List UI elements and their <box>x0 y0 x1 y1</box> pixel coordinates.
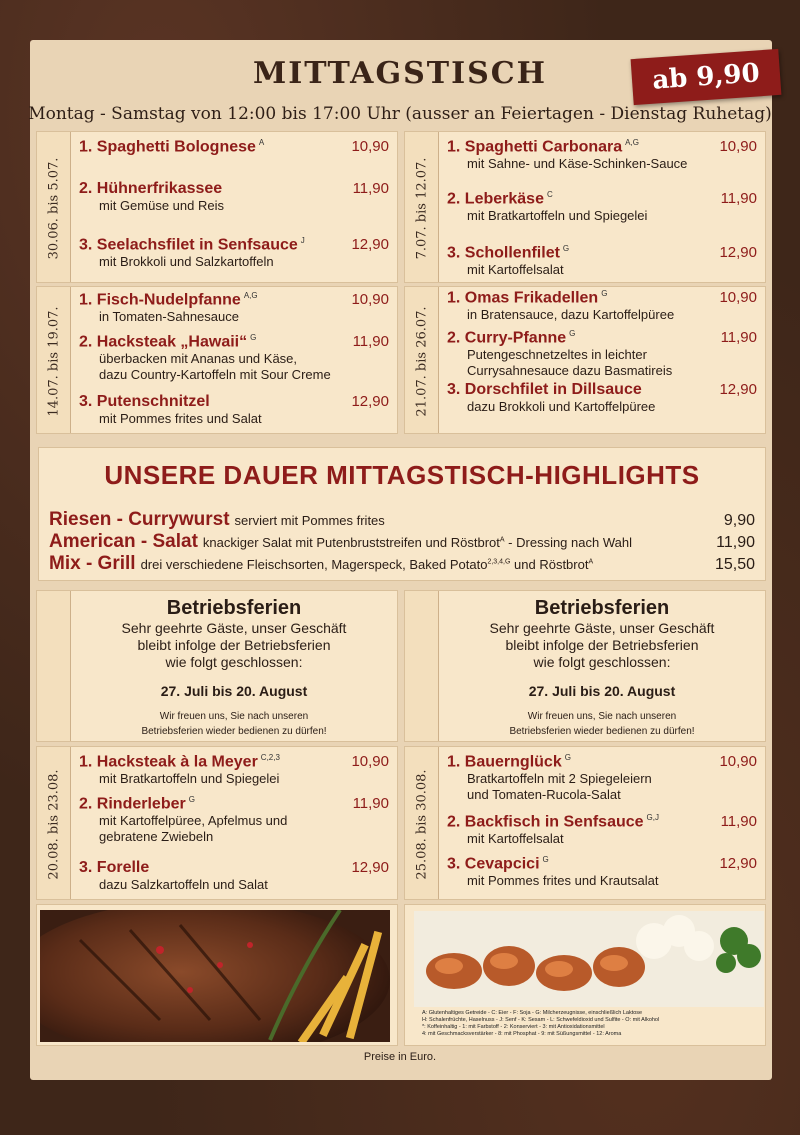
holiday-note: Wir freuen uns, Sie nach unseren Betriebsferien wieder bedienen zu dürfen! <box>141 711 327 737</box>
holiday-text: bleibt infolge der Betriebsferien <box>505 637 699 653</box>
dish-price: 10,90 <box>351 753 389 771</box>
holiday-title: Betriebsferien <box>534 597 670 619</box>
dish-item: 2. Leberkäse $^C$ 11,90 mit Bratkartoffeln und Spiegelei <box>447 190 757 224</box>
dish-description: mit Bratkartoffeln und Spiegelei <box>99 771 280 787</box>
week-box <box>36 746 398 900</box>
dish-price: 12,90 <box>351 393 389 410</box>
dish-item: 1. Fisch-Nudelpfanne $^{A,G}$ 10,90 in Tomaten-Sahnesauce <box>79 291 389 325</box>
dish-description: mit Gemüse und Reis <box>99 198 224 213</box>
week-range-label: 25.08. bis 30.08. <box>414 768 430 880</box>
dish-description: mit Kartoffelsalat <box>467 831 564 847</box>
holiday-notice <box>404 590 766 742</box>
skewer-photo <box>414 911 764 1007</box>
dish-price: 10,90 <box>719 138 757 156</box>
dish-price: 10,90 <box>719 289 757 307</box>
holiday-dates: 27. Juli bis 20. August <box>528 683 676 699</box>
dish-description: dazu Salzkartoffeln und Salat <box>99 877 268 892</box>
holiday-text: Sehr geehrte Gäste, unser Geschäft <box>489 620 715 636</box>
dish-description: überbacken mit Ananas und Käse, <box>99 351 298 367</box>
highlight-item: Mix - Grill drei verschiedene Fleischsorten, Magerspeck, Baked Potato$^{2,3,4,G}$ und Röstbrot$^A$ 15,50 <box>49 553 755 574</box>
holiday-side-strip <box>405 591 439 741</box>
dish-price: 11,90 <box>720 329 757 347</box>
week-range-label: 20.08. bis 23.08. <box>46 768 62 880</box>
week-box <box>404 131 766 283</box>
dish-item: 1. Spaghetti Carbonara $^{A,G}$ 10,90 mit Sahne- und Käse-Schinken-Sauce <box>447 138 757 172</box>
holiday-text: wie folgt geschlossen: <box>533 654 671 670</box>
holiday-text: Sehr geehrte Gäste, unser Geschäft <box>121 620 347 636</box>
price-badge: ab 9,90 <box>631 49 782 105</box>
week-range-label: 30.06. bis 5.07. <box>46 157 62 259</box>
dish-price: 12,90 <box>351 236 389 254</box>
dish-description: gebratene Zwiebeln <box>99 829 214 845</box>
holiday-side-strip <box>37 591 71 741</box>
holiday-text: bleibt infolge der Betriebsferien <box>137 637 331 653</box>
dish-item: 3. Putenschnitzel 12,90 mit Pommes frites und Salat <box>79 393 389 426</box>
dish-price: 11,90 <box>352 333 389 351</box>
dish-item: 3. Cevapcici $^G$ 12,90 mit Pommes frites und Krautsalat <box>447 855 757 889</box>
highlight-price: 15,50 <box>714 556 755 573</box>
week-box <box>404 746 766 900</box>
dish-price: 12,90 <box>719 244 757 262</box>
dish-item: 1. Bauernglück $^G$ 10,90 Bratkartoffeln mit 2 Spiegeleiern und Tomaten-Rucola-Salat <box>447 753 757 803</box>
steak-photo <box>40 910 390 1042</box>
dish-description: und Tomaten-Rucola-Salat <box>467 787 621 803</box>
dish-item: 2. Hacksteak „Hawaii“ $^G$ 11,90 überbacken mit Ananas und Käse, dazu Country-Kartoffeln mit Sour Creme <box>79 333 389 383</box>
dish-description: Bratkartoffeln mit 2 Spiegeleiern <box>467 771 652 787</box>
dish-description: Putengeschnetzeltes in leichter <box>467 347 647 363</box>
dish-item: 3. Dorschfilet in Dillsauce 12,90 dazu Brokkoli und Kartoffelpüree <box>447 381 757 414</box>
dish-item: 1. Spaghetti Bolognese $^A$ 10,90 <box>79 138 389 156</box>
dish-description: mit Pommes frites und Krautsalat <box>467 873 659 889</box>
dish-price: 10,90 <box>351 138 389 156</box>
holiday-title: Betriebsferien <box>166 597 302 619</box>
dish-description: in Bratensauce, dazu Kartoffelpüree <box>467 307 675 323</box>
week-box <box>404 286 766 434</box>
dish-description: mit Bratkartoffeln und Spiegelei <box>467 208 648 224</box>
dish-price: 11,90 <box>720 190 757 208</box>
dish-price: 10,90 <box>719 753 757 771</box>
dish-description: mit Kartoffelpüree, Apfelmus und <box>99 813 288 829</box>
dish-item: 2. Backfisch in Senfsauce $^{G,J}$ 11,90 mit Kartoffelsalat <box>447 813 757 847</box>
dish-price: 11,90 <box>720 813 757 831</box>
highlights-title: UNSERE DAUER MITTAGSTISCH-HIGHLIGHTS <box>104 460 700 490</box>
dish-item: 2. Curry-Pfanne $^G$ 11,90 Putengeschnetzeltes in leichter Currysahnesauce dazu Basmatireis <box>447 329 757 379</box>
dish-description: mit Pommes frites und Salat <box>99 411 262 426</box>
dish-item: 2. Hühnerfrikassee 11,90 mit Gemüse und Reis <box>79 180 389 213</box>
dish-item: 1. Hacksteak à la Meyer $^{C,2,3}$ 10,90 mit Bratkartoffeln und Spiegelei <box>79 753 389 787</box>
dish-price: 10,90 <box>351 291 389 309</box>
dish-description: dazu Brokkoli und Kartoffelpüree <box>467 399 656 414</box>
holiday-text: wie folgt geschlossen: <box>165 654 303 670</box>
dish-description: in Tomaten-Sahnesauce <box>99 309 239 325</box>
dish-description: mit Sahne- und Käse-Schinken-Sauce <box>467 156 688 172</box>
allergen-footnotes: A: Glutenhaltiges Getreide - C: Eier - F: Soja - G: Milcherzeugnisse, einschließlich Laktose H: Schalenfrüchte, Haselnuss - J: Senf - K: Sesam - L: Schwefeldioxid und Sulfite - O: mit Alkohol *: Koffeinhaltig - 1: mit Farbstoff - 2: Konserviert - 3: mit Antioxidationsmittel 4: mit Geschmacksverstärker - 8: mit Phosphat - 9: mit Süßungsmittel - 12: Aroma <box>422 1010 660 1037</box>
highlight-item: Riesen - Currywurst serviert mit Pommes frites 9,90 <box>49 509 755 530</box>
week-box <box>36 131 398 283</box>
dish-price: 12,90 <box>719 855 757 873</box>
week-range-label: 7.07. bis 12.07. <box>414 157 430 259</box>
holiday-note: Wir freuen uns, Sie nach unseren Betriebsferien wieder bedienen zu dürfen! <box>509 711 695 737</box>
dish-item: 1. Omas Frikadellen $^G$ 10,90 in Bratensauce, dazu Kartoffelpüree <box>447 289 757 323</box>
holiday-notice <box>36 590 398 742</box>
dish-price: 12,90 <box>719 381 757 398</box>
week-range-label: 21.07. bis 26.07. <box>414 305 430 417</box>
dish-price: 11,90 <box>352 795 389 813</box>
dish-description: mit Brokkoli und Salzkartoffeln <box>99 254 274 270</box>
dish-item: 3. Schollenfilet $^G$ 12,90 mit Kartoffelsalat <box>447 244 757 278</box>
highlight-price: 9,90 <box>723 512 755 529</box>
holiday-dates: 27. Juli bis 20. August <box>160 683 308 699</box>
dish-item: 2. Rinderleber $^G$ 11,90 mit Kartoffelpüree, Apfelmus und gebratene Zwiebeln <box>79 795 389 845</box>
highlights-box <box>38 447 766 581</box>
prices-note: Preise in Euro. <box>363 1051 437 1063</box>
dish-price: 12,90 <box>351 859 389 876</box>
highlight-price: 11,90 <box>716 534 755 551</box>
dish-description: Currysahnesauce dazu Basmatireis <box>467 363 673 379</box>
highlight-item: American - Salat knackiger Salat mit Putenbruststreifen und Röstbrot$^A$ - Dressing nach Wahl 11,90 <box>49 531 755 552</box>
opening-hours: Montag - Samstag von 12:00 bis 17:00 Uhr (ausser an Feiertagen - Dienstag Ruhetag) <box>28 104 772 124</box>
week-range-label: 14.07. bis 19.07. <box>46 305 62 417</box>
dish-item: 3. Seelachsfilet in Senfsauce $^J$ 12,90 mit Brokkoli und Salzkartoffeln <box>79 236 389 270</box>
week-box <box>36 286 398 434</box>
dish-price: 11,90 <box>352 180 389 197</box>
dish-item: 3. Forelle 12,90 dazu Salzkartoffeln und Salat <box>79 859 389 892</box>
dish-description: mit Kartoffelsalat <box>467 262 564 278</box>
page-title: MITTAGSTISCH <box>253 56 547 91</box>
dish-description: dazu Country-Kartoffeln mit Sour Creme <box>99 367 331 383</box>
